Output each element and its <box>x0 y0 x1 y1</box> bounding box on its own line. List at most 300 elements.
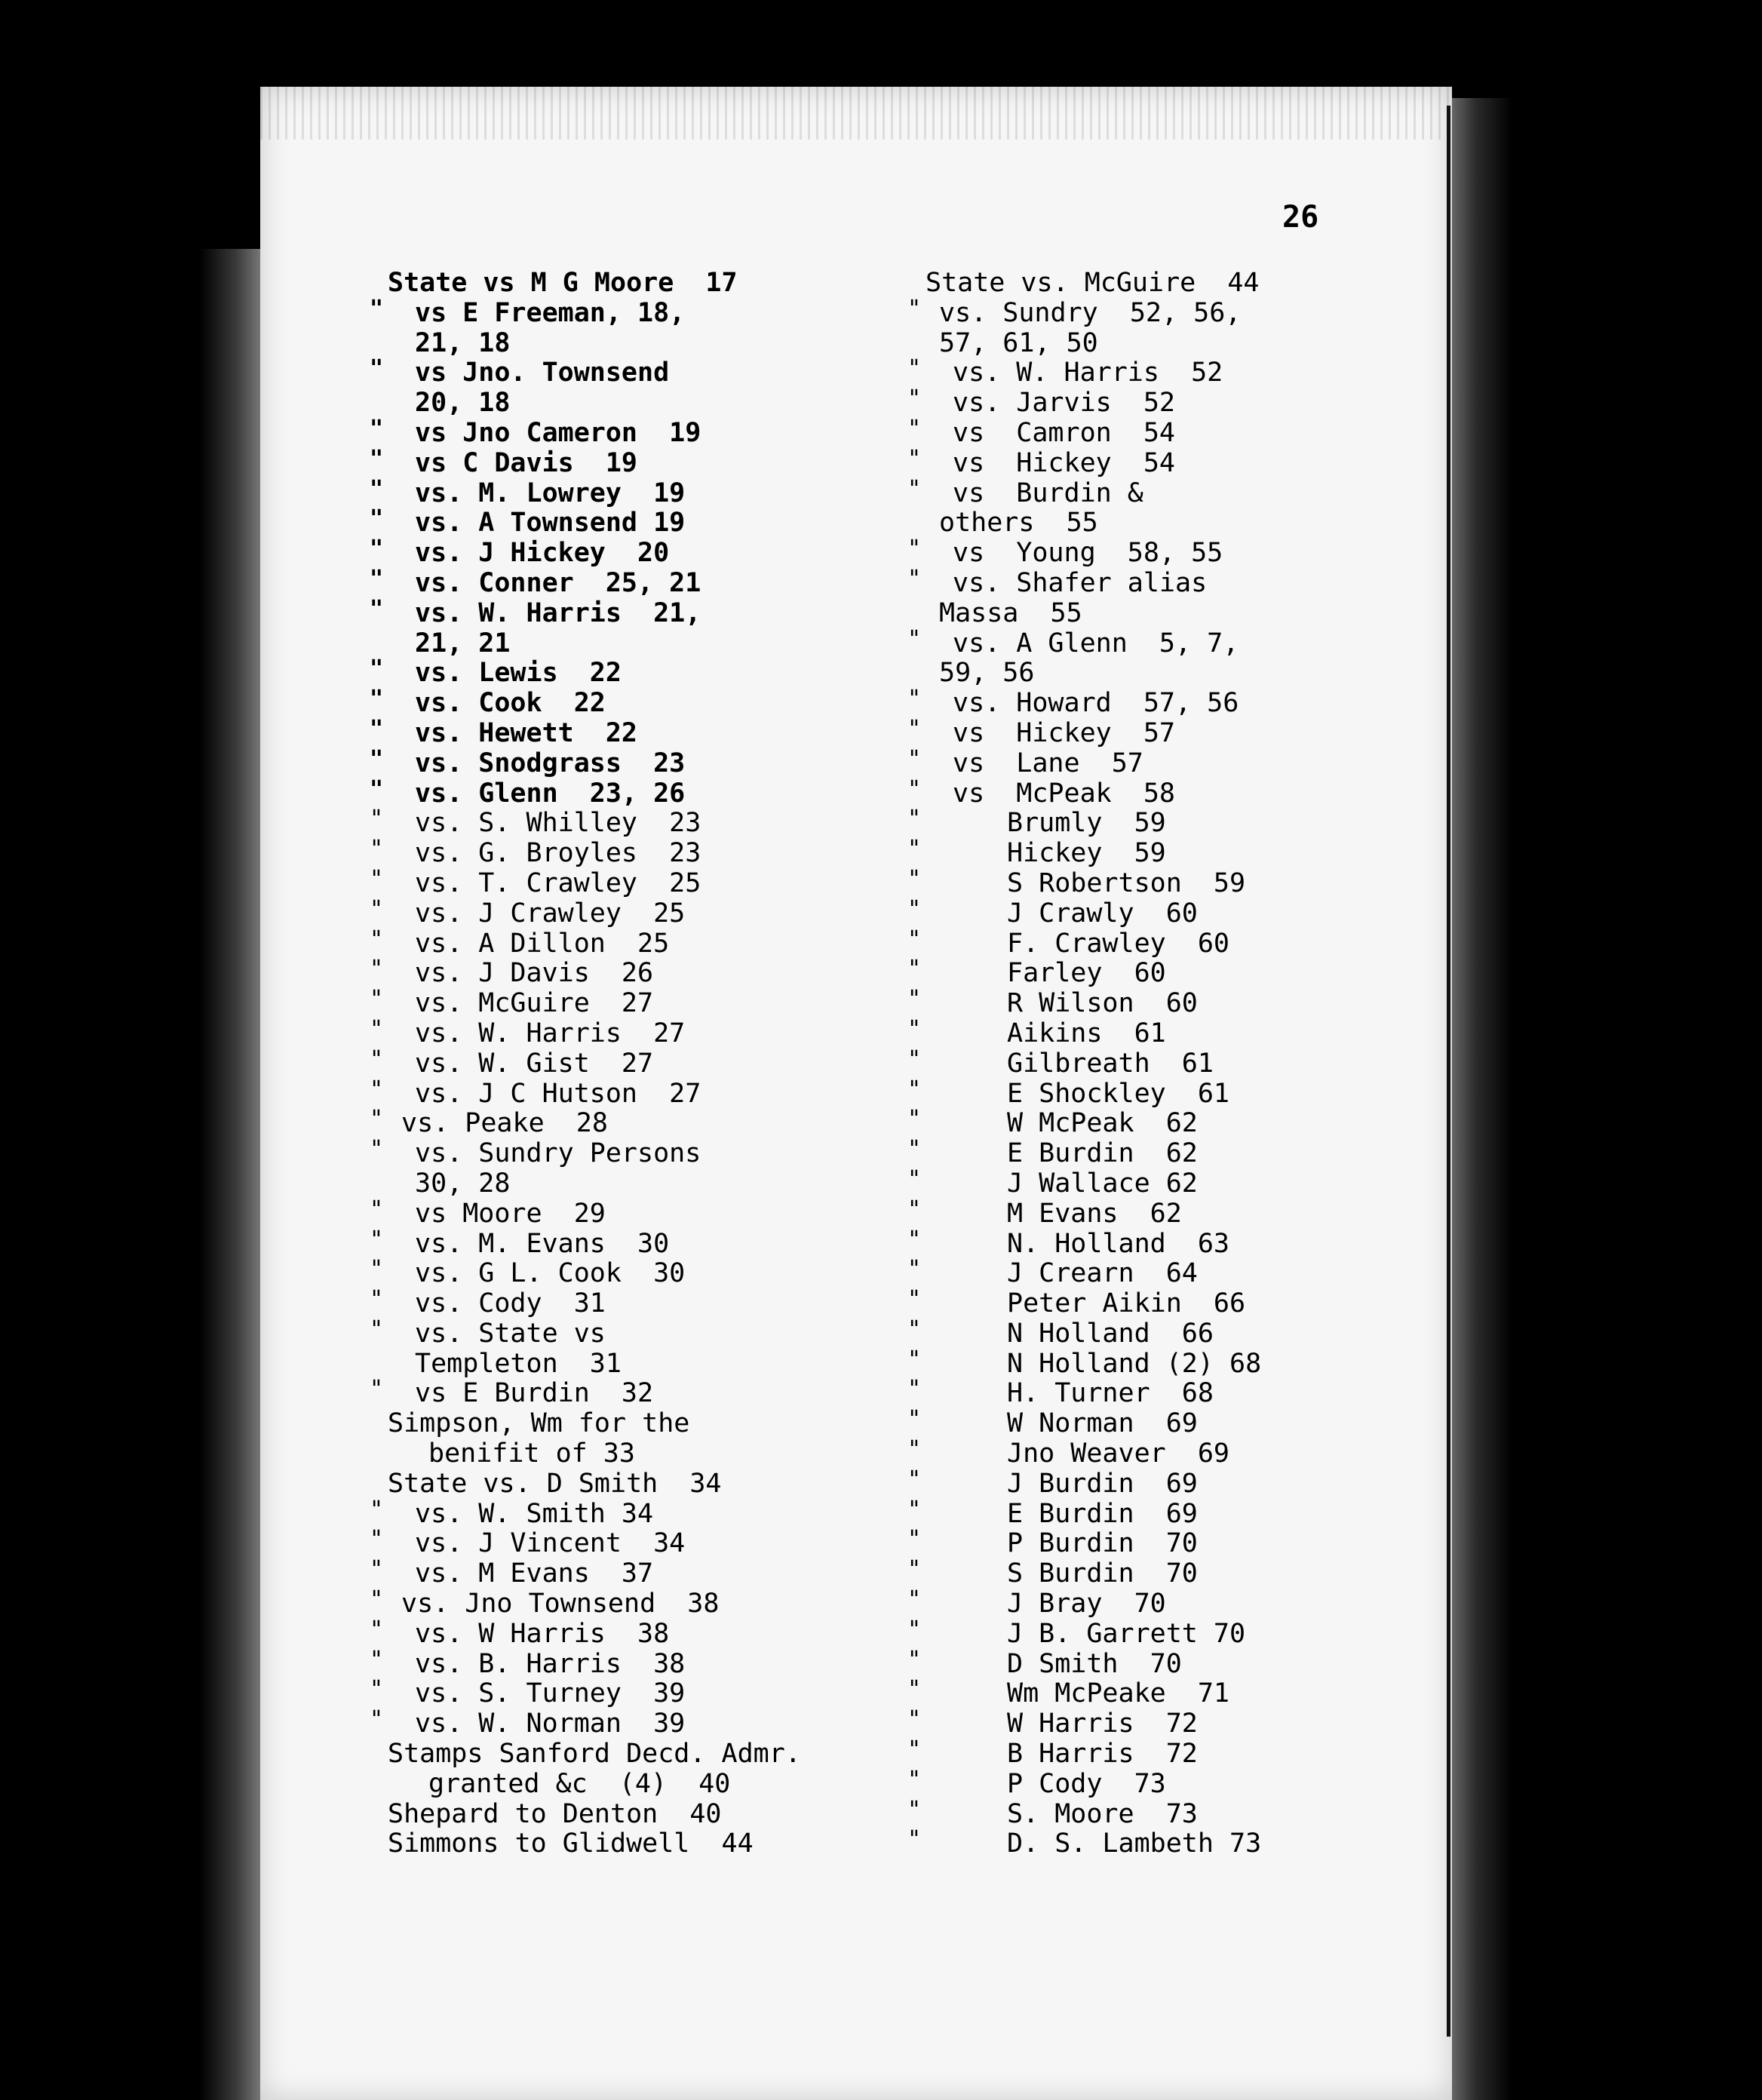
index-entry <box>907 625 1375 659</box>
entry-text: N. Holland 63 <box>1007 1228 1230 1259</box>
index-entry <box>370 686 822 719</box>
ditto-mark: " <box>907 1165 922 1193</box>
index-entry <box>370 1349 822 1380</box>
ditto-mark: " <box>370 475 384 502</box>
ditto-mark: " <box>370 1136 384 1163</box>
ditto-mark: " <box>370 1076 384 1103</box>
entry-text: vs. Conner 25, 21 <box>415 567 701 598</box>
ditto-mark: " <box>907 865 922 892</box>
entry-text: 57, 61, 50 <box>939 327 1098 358</box>
entry-text: W Norman 69 <box>1007 1408 1198 1439</box>
entry-text: H. Turner 68 <box>1007 1378 1214 1409</box>
index-entry <box>907 1616 1375 1650</box>
ditto-mark: " <box>370 1706 384 1733</box>
entry-text: vs. Shafer alias <box>953 567 1208 598</box>
entry-text: vs. B. Harris 38 <box>415 1648 686 1679</box>
ditto-mark: " <box>907 1376 922 1403</box>
index-entry <box>907 1736 1375 1770</box>
entry-text: D Smith 70 <box>1007 1648 1182 1679</box>
index-entry <box>370 565 822 599</box>
entry-text: E Burdin 69 <box>1007 1498 1198 1529</box>
entry-text: vs Lane 57 <box>953 748 1143 778</box>
index-entry <box>370 1316 822 1349</box>
ditto-mark: " <box>907 625 922 652</box>
index-entry <box>907 1766 1375 1800</box>
ditto-mark: " <box>907 715 922 742</box>
index-entry <box>370 986 822 1019</box>
entry-text: Brumly 59 <box>1007 808 1166 839</box>
entry-text: vs. T. Crawley 25 <box>415 867 701 898</box>
index-entry <box>907 1586 1375 1620</box>
entry-text: Aikins 61 <box>1007 1018 1166 1048</box>
entry-text: 21, 21 <box>415 628 511 659</box>
ditto-mark: " <box>370 686 384 713</box>
ditto-mark: " <box>907 385 922 413</box>
entry-text: W Harris 72 <box>1007 1709 1198 1739</box>
entry-text: Shepard to Denton 40 <box>388 1798 722 1829</box>
entry-text: State vs. McGuire 44 <box>926 268 1260 298</box>
entry-text: vs Hickey 54 <box>953 447 1176 478</box>
index-entry <box>907 295 1375 329</box>
entry-text: vs Camron 54 <box>953 417 1176 448</box>
index-entry <box>370 836 822 869</box>
index-entry <box>370 295 822 329</box>
ditto-mark: " <box>370 806 384 833</box>
index-entry <box>370 806 822 839</box>
index-entry <box>370 1196 822 1230</box>
entry-text: vs Hickey 57 <box>953 717 1176 748</box>
index-entry <box>370 1469 822 1500</box>
entry-text: Simpson, Wm for the <box>388 1408 690 1439</box>
entry-text: vs. W. Smith 34 <box>415 1498 654 1529</box>
index-entry <box>370 1076 822 1110</box>
ditto-mark: " <box>370 445 384 472</box>
index-entry <box>907 269 1375 299</box>
ditto-mark: " <box>370 565 384 592</box>
entry-text: vs. A Dillon 25 <box>415 928 670 959</box>
index-entry <box>907 1526 1375 1559</box>
page-number: 26 <box>1282 200 1319 235</box>
index-entry <box>370 536 822 569</box>
ditto-mark: " <box>907 1226 922 1253</box>
index-entry <box>370 1136 822 1169</box>
ditto-mark: " <box>907 355 922 382</box>
index-entry <box>907 956 1375 989</box>
index-entry <box>907 536 1375 569</box>
entry-text: vs. A Glenn 5, 7, <box>953 628 1239 659</box>
ditto-mark: " <box>907 1616 922 1643</box>
entry-text: R Wilson 60 <box>1007 988 1198 1019</box>
ditto-mark: " <box>370 1676 384 1703</box>
index-entry <box>907 1346 1375 1380</box>
entry-text: vs. M Evans 37 <box>415 1558 654 1589</box>
ditto-mark: " <box>370 1045 384 1073</box>
entry-text: vs E Freeman, 18, <box>415 297 686 328</box>
ditto-mark: " <box>907 1436 922 1463</box>
index-entry <box>907 329 1375 359</box>
ditto-mark: " <box>907 775 922 803</box>
ditto-mark: " <box>370 505 384 533</box>
ditto-mark: " <box>907 1526 922 1553</box>
entry-text: vs. Cook 22 <box>415 688 606 719</box>
index-entry <box>907 659 1375 689</box>
entry-text: vs McPeak 58 <box>953 778 1176 809</box>
index-entry <box>907 836 1375 869</box>
entry-text: vs Jno Cameron 19 <box>415 417 701 448</box>
ditto-mark: " <box>907 1676 922 1703</box>
ditto-mark: " <box>370 836 384 863</box>
index-entry <box>907 715 1375 749</box>
ditto-mark: " <box>370 715 384 742</box>
index-entry <box>907 599 1375 629</box>
ditto-mark: " <box>370 1616 384 1643</box>
ditto-mark: " <box>907 1136 922 1163</box>
index-entry <box>907 1646 1375 1680</box>
entry-text: J Crawly 60 <box>1007 898 1198 929</box>
entry-text: vs. S. Turney 39 <box>415 1678 686 1709</box>
index-entry <box>907 775 1375 809</box>
ditto-mark: " <box>907 1015 922 1042</box>
entry-text: J Wallace 62 <box>1007 1168 1198 1199</box>
index-entry <box>907 475 1375 509</box>
index-entry <box>907 895 1375 929</box>
ditto-mark: " <box>370 1015 384 1042</box>
entry-text: others 55 <box>939 508 1098 539</box>
ditto-mark: " <box>370 745 384 772</box>
ditto-mark: " <box>907 926 922 953</box>
ditto-mark: " <box>370 1526 384 1553</box>
index-entry <box>370 629 822 659</box>
ditto-mark: " <box>370 895 384 923</box>
ditto-mark: " <box>370 1586 384 1613</box>
entry-text: 59, 56 <box>939 658 1035 689</box>
index-entry <box>907 1496 1375 1530</box>
index-entry <box>370 269 822 299</box>
index-entry <box>907 1466 1375 1500</box>
ditto-mark: " <box>907 1256 922 1283</box>
index-entry <box>370 865 822 899</box>
index-entry <box>370 329 822 359</box>
ditto-mark: " <box>370 1226 384 1253</box>
ditto-mark: " <box>370 1106 384 1133</box>
index-entry <box>370 715 822 749</box>
ditto-mark: " <box>907 1076 922 1103</box>
entry-text: vs. Sundry 52, 56, <box>939 297 1242 328</box>
index-entry <box>370 1706 822 1739</box>
index-entry <box>907 1556 1375 1589</box>
entry-text: D. S. Lambeth 73 <box>1007 1828 1262 1859</box>
ditto-mark: " <box>907 1706 922 1733</box>
index-entry <box>907 1196 1375 1230</box>
entry-text: Peter Aikin 66 <box>1007 1288 1246 1319</box>
ditto-mark: " <box>907 1586 922 1613</box>
ditto-mark: " <box>907 1826 922 1853</box>
entry-text: vs. W. Harris 21, <box>415 597 701 628</box>
index-entry <box>370 1829 822 1859</box>
entry-text: 20, 18 <box>415 388 511 419</box>
entry-text: vs. Lewis 22 <box>415 658 622 689</box>
entry-text: vs. J Davis 26 <box>415 958 654 989</box>
entry-text: vs. M. Lowrey 19 <box>415 477 686 508</box>
index-entry <box>907 1436 1375 1469</box>
ditto-mark: " <box>370 1376 384 1403</box>
entry-text: J Bray 70 <box>1007 1589 1166 1620</box>
index-entry <box>907 1045 1375 1079</box>
ditto-mark: " <box>907 1316 922 1343</box>
entry-text: Gilbreath 61 <box>1007 1048 1214 1079</box>
index-entry <box>370 445 822 479</box>
ditto-mark: " <box>370 865 384 892</box>
entry-text: P Cody 73 <box>1007 1768 1166 1799</box>
index-entry <box>370 505 822 539</box>
ditto-mark: " <box>907 1556 922 1583</box>
ditto-mark: " <box>370 1316 384 1343</box>
entry-text: vs. Hewett 22 <box>415 717 638 748</box>
ditto-mark: " <box>907 1106 922 1133</box>
entry-text: vs. J C Hutson 27 <box>415 1078 701 1109</box>
index-entry <box>370 775 822 809</box>
entry-text: vs. A Townsend 19 <box>415 508 686 539</box>
index-entry <box>370 655 822 689</box>
index-entry <box>907 926 1375 959</box>
ditto-mark: " <box>370 926 384 953</box>
index-entry <box>907 1796 1375 1830</box>
entry-text: Wm McPeake 71 <box>1007 1678 1230 1709</box>
ditto-mark: " <box>907 1796 922 1823</box>
ditto-mark: " <box>370 775 384 803</box>
entry-text: vs. M. Evans 30 <box>415 1228 670 1259</box>
ditto-mark: " <box>907 1286 922 1313</box>
ditto-mark: " <box>907 1646 922 1673</box>
entry-text: granted &c (4) 40 <box>428 1768 731 1799</box>
ditto-mark: " <box>370 655 384 683</box>
entry-text: vs. Howard 57, 56 <box>953 688 1239 719</box>
ditto-mark: " <box>907 1736 922 1764</box>
ditto-mark: " <box>907 1196 922 1223</box>
index-entry <box>370 1526 822 1559</box>
ditto-mark: " <box>370 595 384 622</box>
index-entry <box>907 806 1375 839</box>
index-entry <box>370 1015 822 1049</box>
ditto-mark: " <box>907 836 922 863</box>
entry-text: Simmons to Glidwell 44 <box>388 1828 754 1859</box>
entry-text: P Burdin 70 <box>1007 1528 1198 1559</box>
entry-text: E Shockley 61 <box>1007 1078 1230 1109</box>
ditto-mark: " <box>907 475 922 502</box>
index-entry <box>907 1376 1375 1409</box>
entry-text: vs. J Crawley 25 <box>415 898 686 929</box>
page-edge-line <box>1447 106 1450 2037</box>
ditto-mark: " <box>370 1496 384 1523</box>
index-entry <box>370 1409 822 1439</box>
index-entry <box>907 745 1375 779</box>
entry-text: B Harris 72 <box>1007 1739 1198 1770</box>
index-entry <box>370 475 822 509</box>
index-entry <box>907 355 1375 388</box>
index-entry <box>907 1406 1375 1439</box>
ditto-mark: " <box>370 1646 384 1673</box>
entry-text: S Burdin 70 <box>1007 1558 1198 1589</box>
index-column-right <box>907 269 1375 1859</box>
entry-text: benifit of 33 <box>428 1438 635 1469</box>
ditto-mark: " <box>907 956 922 983</box>
ditto-mark: " <box>370 295 384 322</box>
index-entry <box>370 1286 822 1319</box>
entry-text: Stamps Sanford Decd. Admr. <box>388 1739 801 1770</box>
index-entry <box>907 1015 1375 1049</box>
entry-text: State vs M G Moore 17 <box>388 268 738 298</box>
entry-text: vs E Burdin 32 <box>415 1378 654 1409</box>
entry-text: W McPeak 62 <box>1007 1108 1198 1139</box>
entry-text: vs. J Vincent 34 <box>415 1528 686 1559</box>
index-entry <box>370 1556 822 1589</box>
entry-text: 21, 18 <box>415 327 511 358</box>
entry-text: vs. G L. Cook 30 <box>415 1258 686 1289</box>
index-entry <box>370 1169 822 1199</box>
ditto-mark: " <box>907 806 922 833</box>
ditto-mark: " <box>907 565 922 592</box>
entry-text: Farley 60 <box>1007 958 1166 989</box>
entry-text: vs. State vs <box>415 1318 606 1349</box>
entry-text: vs. W. Harris 52 <box>953 358 1223 388</box>
index-entry <box>370 388 822 419</box>
index-entry <box>370 895 822 929</box>
index-entry <box>370 415 822 449</box>
entry-text: Massa 55 <box>939 597 1082 628</box>
entry-text: vs. Snodgrass 23 <box>415 748 686 778</box>
entry-text: E Burdin 62 <box>1007 1138 1198 1169</box>
entry-text: J B. Garrett 70 <box>1007 1618 1246 1649</box>
entry-text: Jno Weaver 69 <box>1007 1438 1230 1469</box>
ditto-mark: " <box>907 445 922 472</box>
ditto-mark: " <box>370 1256 384 1283</box>
ditto-mark: " <box>907 895 922 923</box>
index-entry <box>370 745 822 779</box>
index-entry <box>370 926 822 959</box>
index-entry <box>370 1045 822 1079</box>
entry-text: vs. Glenn 23, 26 <box>415 778 686 809</box>
index-entry <box>907 385 1375 419</box>
index-entry <box>370 1439 822 1469</box>
index-entry <box>370 1676 822 1709</box>
index-entry <box>370 1646 822 1680</box>
index-entry <box>907 508 1375 539</box>
entry-text: vs. Sundry Persons <box>415 1138 701 1169</box>
entry-text: vs. W. Gist 27 <box>415 1048 654 1079</box>
top-edge-speckle <box>260 87 1452 140</box>
entry-text: vs. Cody 31 <box>415 1288 606 1319</box>
entry-text: S. Moore 73 <box>1007 1798 1198 1829</box>
ditto-mark: " <box>370 415 384 442</box>
ditto-mark: " <box>370 1196 384 1223</box>
index-entry <box>907 415 1375 449</box>
index-entry <box>370 1256 822 1289</box>
ditto-mark: " <box>370 536 384 563</box>
entry-text: Hickey 59 <box>1007 838 1166 869</box>
entry-text: F. Crawley 60 <box>1007 928 1230 959</box>
index-entry <box>370 1106 822 1139</box>
index-entry <box>907 1706 1375 1739</box>
ditto-mark: " <box>907 1406 922 1433</box>
index-entry <box>907 1136 1375 1169</box>
entry-text: vs. Jno Townsend 38 <box>401 1589 720 1620</box>
entry-text: N Holland 66 <box>1007 1318 1214 1349</box>
entry-text: J Burdin 69 <box>1007 1468 1198 1499</box>
entry-text: vs. S. Whilley 23 <box>415 808 701 839</box>
index-entry <box>907 1106 1375 1139</box>
ditto-mark: " <box>907 1496 922 1523</box>
entry-text: vs. W. Harris 27 <box>415 1018 686 1048</box>
entry-text: vs Jno. Townsend <box>415 358 670 388</box>
index-entry <box>370 1226 822 1260</box>
ditto-mark: " <box>370 355 384 382</box>
entry-text: vs. Jarvis 52 <box>953 388 1176 419</box>
ditto-mark: " <box>907 1466 922 1493</box>
index-entry <box>370 1496 822 1530</box>
index-entry <box>907 1165 1375 1199</box>
entry-text: vs Young 58, 55 <box>953 538 1223 569</box>
entry-text: M Evans 62 <box>1007 1198 1182 1229</box>
index-entry <box>370 1586 822 1620</box>
index-entry <box>907 1826 1375 1859</box>
entry-text: vs. J Hickey 20 <box>415 538 670 569</box>
index-entry <box>907 1076 1375 1110</box>
right-scan-shadow <box>1452 98 1512 2100</box>
ditto-mark: " <box>907 415 922 442</box>
entry-text: State vs. D Smith 34 <box>388 1468 722 1499</box>
index-entry <box>370 1376 822 1409</box>
index-entry <box>907 865 1375 899</box>
ditto-mark: " <box>370 986 384 1013</box>
entry-text: S Robertson 59 <box>1007 867 1246 898</box>
index-entry <box>907 1316 1375 1349</box>
index-entry <box>370 595 822 629</box>
entry-text: vs. W Harris 38 <box>415 1618 670 1649</box>
left-scan-shadow <box>200 249 260 2100</box>
entry-text: J Crearn 64 <box>1007 1258 1198 1289</box>
index-entry <box>907 565 1375 599</box>
entry-text: vs. McGuire 27 <box>415 988 654 1019</box>
index-entry <box>370 956 822 989</box>
entry-text: vs C Davis 19 <box>415 447 638 478</box>
ditto-mark: " <box>907 986 922 1013</box>
ditto-mark: " <box>370 1556 384 1583</box>
entry-text: vs Burdin & <box>953 477 1143 508</box>
index-entry <box>370 1800 822 1830</box>
index-entry <box>370 1739 822 1770</box>
ditto-mark: " <box>907 745 922 772</box>
index-entry <box>907 686 1375 719</box>
entry-text: Templeton 31 <box>415 1348 622 1379</box>
entry-text: 30, 28 <box>415 1168 511 1199</box>
index-entry <box>370 1770 822 1800</box>
index-entry <box>907 445 1375 479</box>
entry-text: vs. G. Broyles 23 <box>415 838 701 869</box>
index-column-left <box>370 269 822 1859</box>
ditto-mark: " <box>907 1766 922 1793</box>
ditto-mark: " <box>370 1286 384 1313</box>
entry-text: N Holland (2) 68 <box>1007 1348 1262 1379</box>
entry-text: vs Moore 29 <box>415 1198 606 1229</box>
index-entry <box>370 1616 822 1650</box>
index-entry <box>907 986 1375 1019</box>
index-entry <box>907 1256 1375 1289</box>
ditto-mark: " <box>370 956 384 983</box>
index-entry <box>907 1286 1375 1319</box>
ditto-mark: " <box>907 295 922 322</box>
entry-text: vs. Peake 28 <box>401 1108 608 1139</box>
entry-text: vs. W. Norman 39 <box>415 1709 686 1739</box>
